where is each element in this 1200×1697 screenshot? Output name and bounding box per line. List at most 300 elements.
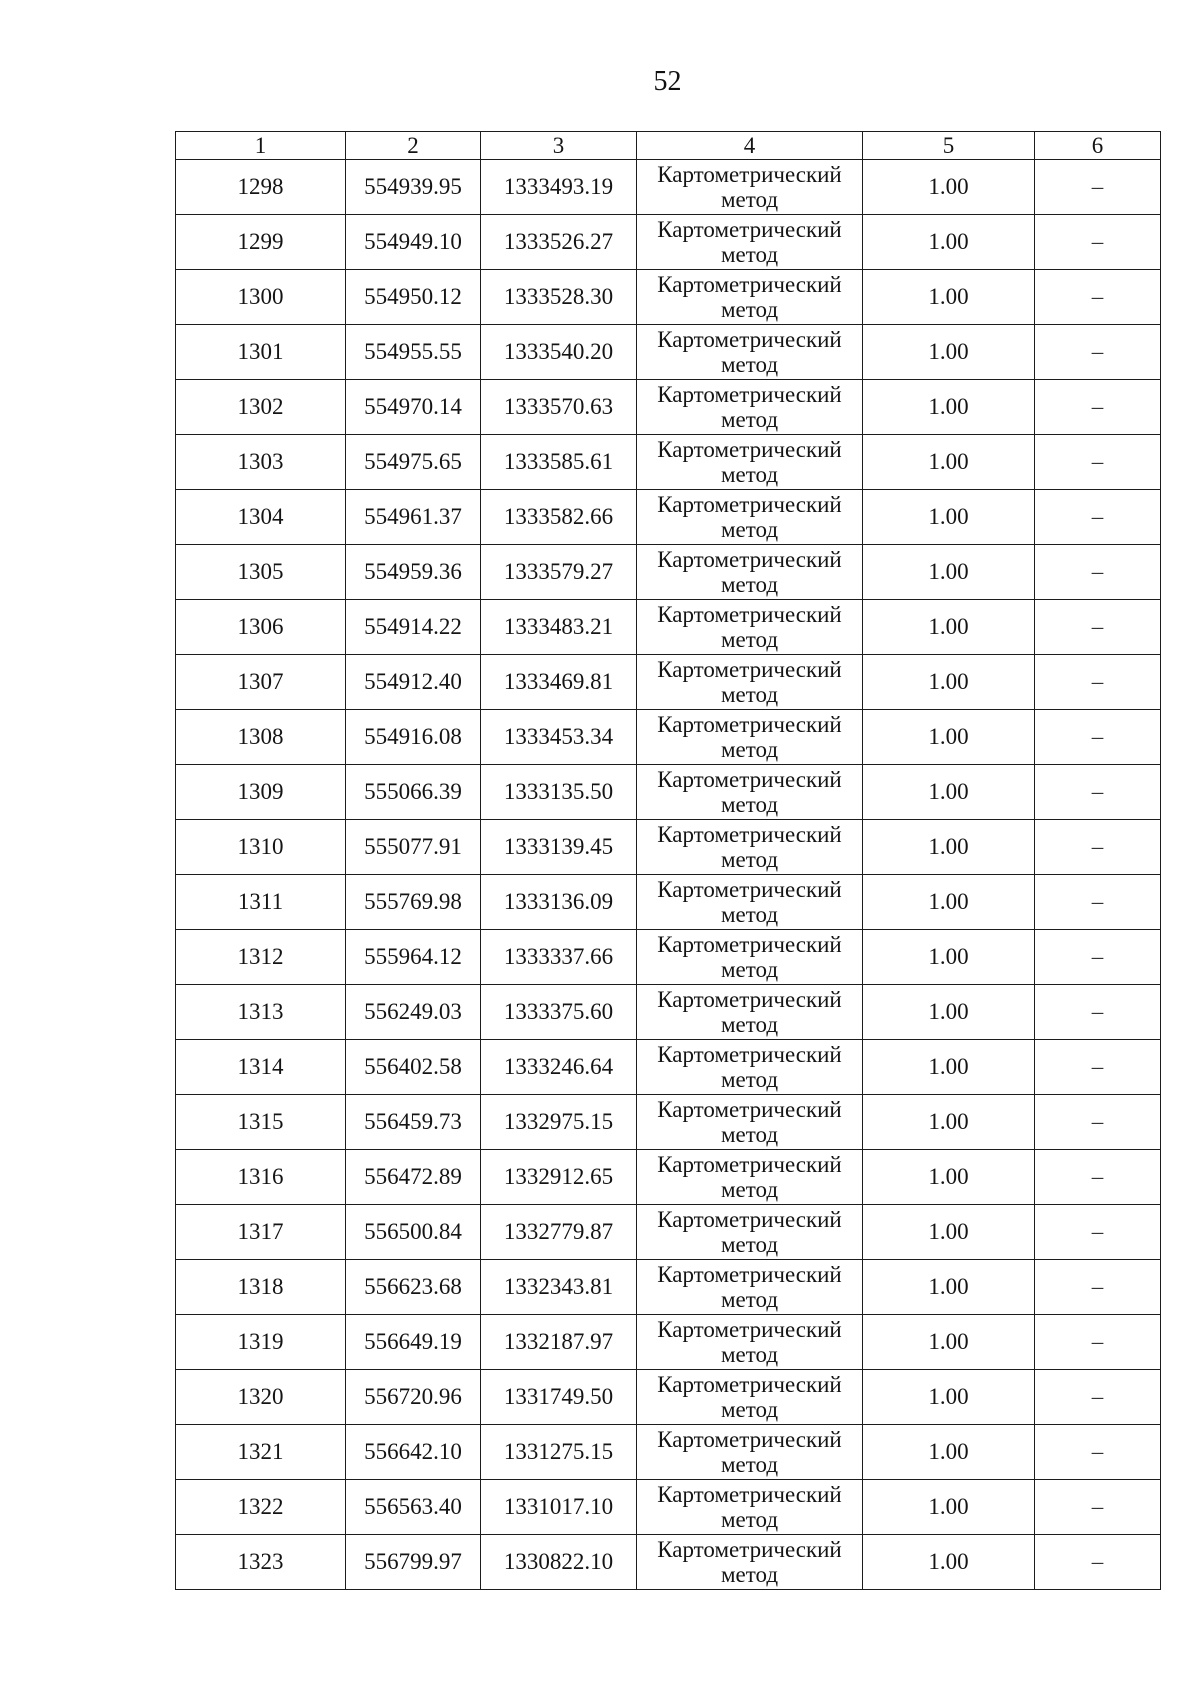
description-cell-text: – [1091, 1439, 1104, 1464]
point-number-cell-text: 1302 [237, 394, 284, 419]
x-coordinate-cell-text: 556623.68 [364, 1274, 462, 1299]
table-row [176, 1095, 1161, 1150]
table-row [176, 160, 1161, 215]
y-coordinate-cell-text: 1333246.64 [503, 1054, 614, 1079]
y-coordinate-cell-text: 1331749.50 [503, 1384, 614, 1409]
description-cell [1035, 930, 1161, 985]
description-cell [1035, 985, 1161, 1040]
y-coordinate-cell-text: 1333139.45 [503, 834, 614, 859]
accuracy-cell [863, 435, 1035, 490]
table-row [176, 325, 1161, 380]
description-cell [1035, 545, 1161, 600]
y-coordinate-cell-text: 1332912.65 [503, 1164, 614, 1189]
method-cell [637, 1370, 863, 1425]
point-number-cell [176, 930, 346, 985]
point-number-cell [176, 1480, 346, 1535]
y-coordinate-cell-text: 1333493.19 [503, 174, 614, 199]
point-number-cell [176, 215, 346, 270]
y-coordinate-cell [481, 160, 637, 215]
table-row [176, 875, 1161, 930]
x-coordinate-cell-text: 556642.10 [364, 1439, 462, 1464]
description-cell-text: – [1091, 1054, 1104, 1079]
accuracy-cell [863, 215, 1035, 270]
y-coordinate-cell-text: 1331275.15 [503, 1439, 614, 1464]
x-coordinate-cell [346, 930, 481, 985]
accuracy-cell [863, 325, 1035, 380]
x-coordinate-cell-text: 556249.03 [364, 999, 462, 1024]
accuracy-cell [863, 875, 1035, 930]
description-cell-text: – [1091, 669, 1104, 694]
x-coordinate-cell-text: 554949.10 [364, 229, 462, 254]
accuracy-cell-text: 1.00 [928, 339, 969, 364]
method-cell-text: Картометрический метод [657, 1206, 842, 1257]
method-cell-text: Картометрический метод [657, 436, 842, 487]
description-cell-text: – [1091, 174, 1104, 199]
y-coordinate-cell-text: 1333469.81 [503, 669, 614, 694]
x-coordinate-cell-text: 555769.98 [364, 889, 462, 914]
table-row [176, 710, 1161, 765]
point-number-cell-text: 1318 [237, 1274, 284, 1299]
method-cell [637, 215, 863, 270]
y-coordinate-cell [481, 985, 637, 1040]
y-coordinate-cell-text: 1333582.66 [503, 504, 614, 529]
accuracy-cell-text: 1.00 [928, 394, 969, 419]
accuracy-cell [863, 545, 1035, 600]
point-number-cell-text: 1303 [237, 449, 284, 474]
point-number-cell [176, 1205, 346, 1260]
accuracy-cell-text: 1.00 [928, 834, 969, 859]
x-coordinate-cell [346, 545, 481, 600]
description-cell-text: – [1091, 1219, 1104, 1244]
method-cell-text: Картометрический метод [657, 326, 842, 377]
accuracy-cell [863, 490, 1035, 545]
method-cell-text: Картометрический метод [657, 986, 842, 1037]
x-coordinate-cell [346, 1095, 481, 1150]
x-coordinate-cell [346, 1370, 481, 1425]
method-cell [637, 545, 863, 600]
x-coordinate-cell-text: 554914.22 [364, 614, 462, 639]
x-coordinate-cell [346, 1315, 481, 1370]
accuracy-cell [863, 1040, 1035, 1095]
x-coordinate-cell-text: 554975.65 [364, 449, 462, 474]
point-number-cell [176, 1095, 346, 1150]
point-number-cell [176, 270, 346, 325]
table-row [176, 1315, 1161, 1370]
y-coordinate-cell [481, 270, 637, 325]
description-cell-text: – [1091, 724, 1104, 749]
point-number-cell [176, 1425, 346, 1480]
accuracy-cell [863, 985, 1035, 1040]
description-cell [1035, 875, 1161, 930]
y-coordinate-cell [481, 545, 637, 600]
method-cell [637, 710, 863, 765]
y-coordinate-cell-text: 1332779.87 [503, 1219, 614, 1244]
table-row [176, 1370, 1161, 1425]
description-cell-text: – [1091, 449, 1104, 474]
table-row [176, 1150, 1161, 1205]
y-coordinate-cell [481, 1370, 637, 1425]
x-coordinate-cell-text: 554955.55 [364, 339, 462, 364]
table-row [176, 820, 1161, 875]
point-number-cell [176, 710, 346, 765]
x-coordinate-cell-text: 556649.19 [364, 1329, 462, 1354]
method-cell [637, 765, 863, 820]
accuracy-cell-text: 1.00 [928, 1164, 969, 1189]
method-cell-text: Картометрический метод [657, 271, 842, 322]
accuracy-cell [863, 1370, 1035, 1425]
method-cell-text: Картометрический метод [657, 1316, 842, 1367]
description-cell [1035, 270, 1161, 325]
method-cell-text: Картометрический метод [657, 876, 842, 927]
x-coordinate-cell [346, 1150, 481, 1205]
accuracy-cell-text: 1.00 [928, 1329, 969, 1354]
x-coordinate-cell [346, 765, 481, 820]
point-number-cell-text: 1312 [237, 944, 284, 969]
y-coordinate-cell [481, 325, 637, 380]
description-cell [1035, 1535, 1161, 1590]
y-coordinate-cell [481, 1095, 637, 1150]
point-number-cell-text: 1299 [237, 229, 284, 254]
y-coordinate-cell-text: 1333579.27 [503, 559, 614, 584]
description-cell [1035, 325, 1161, 380]
y-coordinate-cell [481, 380, 637, 435]
y-coordinate-cell [481, 1535, 637, 1590]
y-coordinate-cell [481, 1150, 637, 1205]
accuracy-cell-text: 1.00 [928, 174, 969, 199]
point-number-cell-text: 1319 [237, 1329, 284, 1354]
point-number-cell-text: 1311 [237, 889, 284, 914]
accuracy-cell-text: 1.00 [928, 779, 969, 804]
method-cell [637, 985, 863, 1040]
table-row [176, 1205, 1161, 1260]
method-cell [637, 1095, 863, 1150]
y-coordinate-cell [481, 875, 637, 930]
column-header: 4 [637, 132, 863, 160]
x-coordinate-cell-text: 555077.91 [364, 834, 462, 859]
accuracy-cell-text: 1.00 [928, 1219, 969, 1244]
point-number-cell-text: 1320 [237, 1384, 284, 1409]
accuracy-cell [863, 160, 1035, 215]
x-coordinate-cell-text: 554959.36 [364, 559, 462, 584]
x-coordinate-cell-text: 555964.12 [364, 944, 462, 969]
table-row [176, 270, 1161, 325]
x-coordinate-cell-text: 556799.97 [364, 1549, 462, 1574]
point-number-cell-text: 1308 [237, 724, 284, 749]
table-row [176, 1480, 1161, 1535]
description-cell [1035, 1260, 1161, 1315]
x-coordinate-cell [346, 1425, 481, 1480]
point-number-cell-text: 1304 [237, 504, 284, 529]
table-row [176, 490, 1161, 545]
accuracy-cell-text: 1.00 [928, 1384, 969, 1409]
y-coordinate-cell [481, 215, 637, 270]
method-cell-text: Картометрический метод [657, 1096, 842, 1147]
method-cell-text: Картометрический метод [657, 1371, 842, 1422]
point-number-cell [176, 820, 346, 875]
description-cell-text: – [1091, 1274, 1104, 1299]
x-coordinate-cell-text: 556563.40 [364, 1494, 462, 1519]
method-cell [637, 1260, 863, 1315]
description-cell [1035, 655, 1161, 710]
x-coordinate-cell [346, 1260, 481, 1315]
description-cell-text: – [1091, 229, 1104, 254]
y-coordinate-cell-text: 1333585.61 [503, 449, 614, 474]
y-coordinate-cell-text: 1333136.09 [503, 889, 614, 914]
point-number-cell-text: 1310 [237, 834, 284, 859]
method-cell-text: Картометрический метод [657, 161, 842, 212]
point-number-cell [176, 875, 346, 930]
table-row [176, 600, 1161, 655]
accuracy-cell-text: 1.00 [928, 1109, 969, 1134]
description-cell-text: – [1091, 1109, 1104, 1134]
accuracy-cell-text: 1.00 [928, 284, 969, 309]
point-number-cell-text: 1317 [237, 1219, 284, 1244]
x-coordinate-cell [346, 1535, 481, 1590]
y-coordinate-cell-text: 1333483.21 [503, 614, 614, 639]
point-number-cell-text: 1305 [237, 559, 284, 584]
y-coordinate-cell-text: 1333337.66 [503, 944, 614, 969]
accuracy-cell [863, 765, 1035, 820]
accuracy-cell-text: 1.00 [928, 1494, 969, 1519]
y-coordinate-cell-text: 1333135.50 [503, 779, 614, 804]
accuracy-cell [863, 1535, 1035, 1590]
description-cell [1035, 710, 1161, 765]
method-cell [637, 160, 863, 215]
accuracy-cell-text: 1.00 [928, 229, 969, 254]
method-cell [637, 875, 863, 930]
accuracy-cell [863, 930, 1035, 985]
description-cell-text: – [1091, 1549, 1104, 1574]
description-cell [1035, 160, 1161, 215]
accuracy-cell [863, 655, 1035, 710]
description-cell [1035, 1205, 1161, 1260]
accuracy-cell-text: 1.00 [928, 1274, 969, 1299]
description-cell-text: – [1091, 834, 1104, 859]
method-cell [637, 1150, 863, 1205]
method-cell [637, 600, 863, 655]
x-coordinate-cell [346, 1480, 481, 1535]
method-cell-text: Картометрический метод [657, 1151, 842, 1202]
table-row [176, 380, 1161, 435]
point-number-cell-text: 1306 [237, 614, 284, 639]
accuracy-cell-text: 1.00 [928, 669, 969, 694]
description-cell-text: – [1091, 1494, 1104, 1519]
accuracy-cell-text: 1.00 [928, 614, 969, 639]
x-coordinate-cell [346, 325, 481, 380]
y-coordinate-cell [481, 930, 637, 985]
point-number-cell [176, 435, 346, 490]
y-coordinate-cell-text: 1333540.20 [503, 339, 614, 364]
table-header-row [176, 132, 1161, 160]
accuracy-cell-text: 1.00 [928, 889, 969, 914]
x-coordinate-cell [346, 655, 481, 710]
y-coordinate-cell-text: 1333526.27 [503, 229, 614, 254]
table-row [176, 930, 1161, 985]
accuracy-cell [863, 1150, 1035, 1205]
point-number-cell [176, 1315, 346, 1370]
x-coordinate-cell [346, 435, 481, 490]
x-coordinate-cell [346, 270, 481, 325]
description-cell [1035, 1370, 1161, 1425]
y-coordinate-cell-text: 1333528.30 [503, 284, 614, 309]
x-coordinate-cell-text: 556472.89 [364, 1164, 462, 1189]
y-coordinate-cell-text: 1332343.81 [503, 1274, 614, 1299]
y-coordinate-cell-text: 1333453.34 [503, 724, 614, 749]
method-cell [637, 380, 863, 435]
y-coordinate-cell [481, 1315, 637, 1370]
point-number-cell-text: 1313 [237, 999, 284, 1024]
method-cell [637, 1040, 863, 1095]
accuracy-cell [863, 1260, 1035, 1315]
method-cell-text: Картометрический метод [657, 491, 842, 542]
accuracy-cell-text: 1.00 [928, 999, 969, 1024]
description-cell [1035, 435, 1161, 490]
point-number-cell-text: 1314 [237, 1054, 284, 1079]
method-cell-text: Картометрический метод [657, 1261, 842, 1312]
y-coordinate-cell [481, 1205, 637, 1260]
point-number-cell-text: 1315 [237, 1109, 284, 1134]
description-cell [1035, 1095, 1161, 1150]
x-coordinate-cell-text: 554939.95 [364, 174, 462, 199]
accuracy-cell-text: 1.00 [928, 504, 969, 529]
description-cell-text: – [1091, 559, 1104, 584]
column-header: 2 [346, 132, 481, 160]
y-coordinate-cell-text: 1333570.63 [503, 394, 614, 419]
table-header [176, 132, 1161, 160]
description-cell [1035, 1150, 1161, 1205]
method-cell [637, 1425, 863, 1480]
column-header: 6 [1035, 132, 1161, 160]
accuracy-cell-text: 1.00 [928, 1054, 969, 1079]
x-coordinate-cell-text: 554970.14 [364, 394, 462, 419]
page-number: 52 [653, 66, 682, 97]
method-cell [637, 1480, 863, 1535]
point-number-cell [176, 160, 346, 215]
description-cell [1035, 1425, 1161, 1480]
point-number-cell [176, 985, 346, 1040]
accuracy-cell [863, 710, 1035, 765]
point-number-cell [176, 765, 346, 820]
method-cell [637, 820, 863, 875]
method-cell-text: Картометрический метод [657, 1481, 842, 1532]
accuracy-cell [863, 380, 1035, 435]
point-number-cell-text: 1298 [237, 174, 284, 199]
method-cell-text: Картометрический метод [657, 711, 842, 762]
y-coordinate-cell [481, 710, 637, 765]
accuracy-cell [863, 270, 1035, 325]
x-coordinate-cell [346, 710, 481, 765]
description-cell [1035, 1315, 1161, 1370]
point-number-cell-text: 1300 [237, 284, 284, 309]
description-cell [1035, 380, 1161, 435]
accuracy-cell [863, 820, 1035, 875]
x-coordinate-cell-text: 556402.58 [364, 1054, 462, 1079]
method-cell-text: Картометрический метод [657, 216, 842, 267]
method-cell-text: Картометрический метод [657, 656, 842, 707]
description-cell [1035, 1480, 1161, 1535]
description-cell-text: – [1091, 394, 1104, 419]
point-number-cell [176, 545, 346, 600]
y-coordinate-cell-text: 1330822.10 [503, 1549, 614, 1574]
y-coordinate-cell-text: 1331017.10 [503, 1494, 614, 1519]
accuracy-cell [863, 1480, 1035, 1535]
point-number-cell-text: 1301 [237, 339, 284, 364]
description-cell-text: – [1091, 999, 1104, 1024]
accuracy-cell [863, 600, 1035, 655]
point-number-cell-text: 1309 [237, 779, 284, 804]
table-body [176, 160, 1161, 1590]
y-coordinate-cell [481, 435, 637, 490]
x-coordinate-cell-text: 554916.08 [364, 724, 462, 749]
coordinates-table [175, 131, 1161, 1590]
y-coordinate-cell-text: 1332187.97 [503, 1329, 614, 1354]
accuracy-cell-text: 1.00 [928, 559, 969, 584]
point-number-cell [176, 1370, 346, 1425]
description-cell-text: – [1091, 889, 1104, 914]
x-coordinate-cell-text: 556720.96 [364, 1384, 462, 1409]
method-cell [637, 930, 863, 985]
point-number-cell-text: 1316 [237, 1164, 284, 1189]
y-coordinate-cell-text: 1333375.60 [503, 999, 614, 1024]
method-cell-text: Картометрический метод [657, 1426, 842, 1477]
accuracy-cell-text: 1.00 [928, 944, 969, 969]
x-coordinate-cell-text: 556500.84 [364, 1219, 462, 1244]
table-row [176, 1535, 1161, 1590]
x-coordinate-cell-text: 554950.12 [364, 284, 462, 309]
x-coordinate-cell [346, 215, 481, 270]
accuracy-cell [863, 1315, 1035, 1370]
table-row [176, 985, 1161, 1040]
x-coordinate-cell [346, 985, 481, 1040]
description-cell [1035, 600, 1161, 655]
method-cell [637, 325, 863, 380]
column-header: 5 [863, 132, 1035, 160]
description-cell-text: – [1091, 614, 1104, 639]
method-cell-text: Картометрический метод [657, 1041, 842, 1092]
point-number-cell [176, 655, 346, 710]
method-cell [637, 1315, 863, 1370]
description-cell-text: – [1091, 1384, 1104, 1409]
description-cell-text: – [1091, 944, 1104, 969]
description-cell [1035, 820, 1161, 875]
accuracy-cell [863, 1205, 1035, 1260]
method-cell-text: Картометрический метод [657, 766, 842, 817]
y-coordinate-cell [481, 1040, 637, 1095]
accuracy-cell-text: 1.00 [928, 1549, 969, 1574]
x-coordinate-cell [346, 160, 481, 215]
point-number-cell-text: 1307 [237, 669, 284, 694]
y-coordinate-cell [481, 490, 637, 545]
point-number-cell [176, 380, 346, 435]
method-cell-text: Картометрический метод [657, 381, 842, 432]
description-cell-text: – [1091, 284, 1104, 309]
description-cell-text: – [1091, 1164, 1104, 1189]
accuracy-cell [863, 1095, 1035, 1150]
x-coordinate-cell-text: 555066.39 [364, 779, 462, 804]
method-cell-text: Картометрический метод [657, 821, 842, 872]
column-header: 3 [481, 132, 637, 160]
accuracy-cell-text: 1.00 [928, 1439, 969, 1464]
y-coordinate-cell [481, 765, 637, 820]
table-row [176, 765, 1161, 820]
point-number-cell [176, 1040, 346, 1095]
point-number-cell-text: 1321 [237, 1439, 284, 1464]
method-cell [637, 1535, 863, 1590]
table-row [176, 655, 1161, 710]
x-coordinate-cell [346, 820, 481, 875]
x-coordinate-cell [346, 380, 481, 435]
description-cell [1035, 490, 1161, 545]
